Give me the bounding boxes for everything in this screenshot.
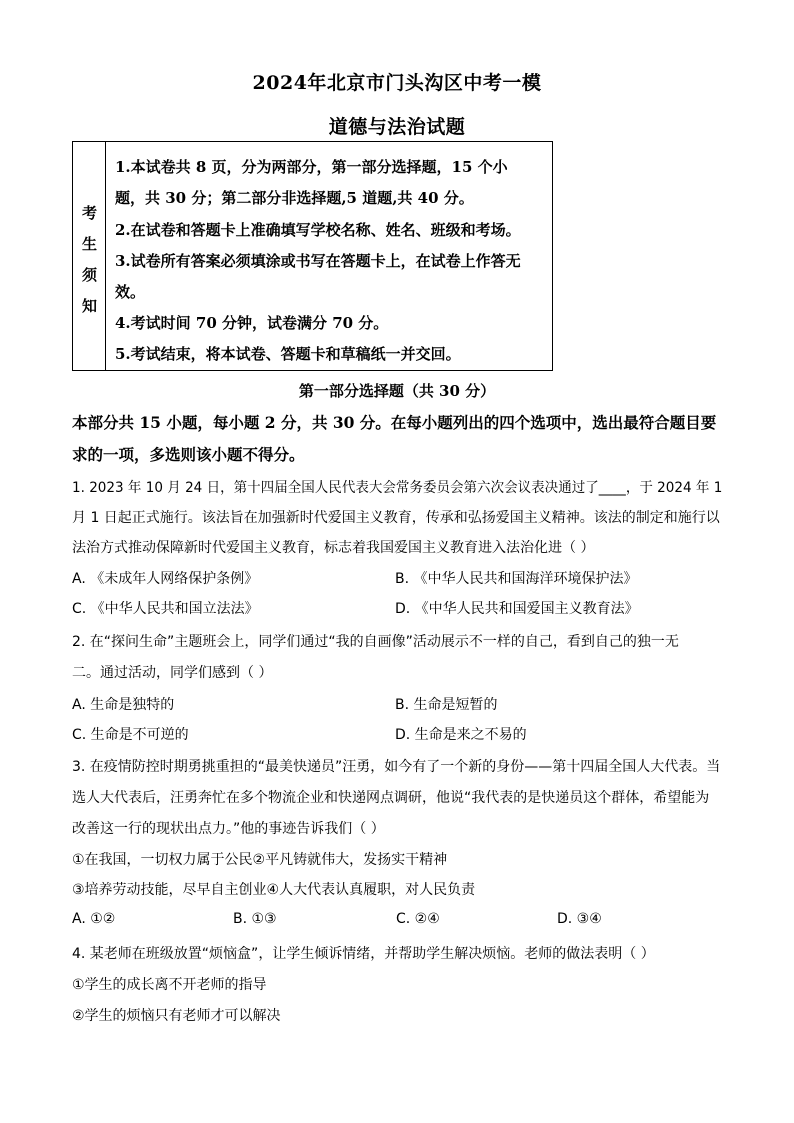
section-instructions: 本部分共 15 小题，每小题 2 分，共 30 分。在每小题列出的四个选项中，选出最符合题目要 bbox=[72, 413, 717, 432]
exam-subtitle: 道德与法治试题 bbox=[328, 116, 466, 138]
q3-option-c: C. ②④ bbox=[396, 911, 440, 927]
question-2-text: 2. 在“探问生命”主题班会上，同学们通过“我的自画像”活动展示不一样的自己，看到自己的独一无 bbox=[72, 634, 679, 650]
q1-option-a: A. 《未成年人网络保护条例》 bbox=[72, 571, 259, 587]
question-3-text: 改善这一行的现状出点力。”他的事迹告诉我们（ ） bbox=[72, 821, 385, 837]
notice-line: 5.考试结束，将本试卷、答题卡和草稿纸一并交回。 bbox=[115, 345, 461, 363]
q3-option-a: A. ①② bbox=[72, 911, 116, 927]
question-3-text: 3. 在疫情防控时期勇挑重担的“最美快递员”汪勇，如今有了一个新的身份——第十四届全国人大代表。当 bbox=[72, 759, 721, 775]
q3-option-d: D. ③④ bbox=[557, 911, 602, 927]
notice-label-char: 须 bbox=[81, 266, 97, 284]
question-1-text: 法治方式推动保障新时代爱国主义教育，标志着我国爱国主义教育进入法治化进（ ） bbox=[72, 540, 595, 556]
notice-line: 2.在试卷和答题卡上准确填写学校名称、姓名、班级和考场。 bbox=[115, 221, 521, 239]
question-3-statement: ③培养劳动技能，尽早自主创业④人大代表认真履职，对人民负责 bbox=[72, 882, 476, 898]
notice-line: 4.考试时间 70 分钟，试卷满分 70 分。 bbox=[115, 314, 389, 332]
exam-title: 2024年北京市门头沟区中考一模 bbox=[252, 72, 542, 94]
q3-option-b: B. ①③ bbox=[233, 911, 277, 927]
q2-option-d: D. 生命是来之不易的 bbox=[395, 727, 527, 743]
notice-line: 题，共 30 分；第二部分非选择题,5 道题,共 40 分。 bbox=[115, 189, 474, 207]
q2-option-a: A. 生命是独特的 bbox=[72, 697, 175, 713]
q1-option-c: C. 《中华人民共和国立法法》 bbox=[72, 601, 259, 617]
question-1-text: 1. 2023 年 10 月 24 日，第十四届全国人民代表大会常务委员会第六次会议表决通过了____，于 2024 年 1 bbox=[72, 480, 723, 496]
question-4-statement: ②学生的烦恼只有老师才可以解决 bbox=[72, 1008, 281, 1024]
question-1-text: 月 1 日起正式施行。该法旨在加强新时代爱国主义教育，传承和弘扬爱国主义精神。该法的制定和施行以 bbox=[72, 510, 720, 526]
question-3-statement: ①在我国，一切权力属于公民②平凡铸就伟大，发扬实干精神 bbox=[72, 852, 448, 868]
question-4-text: 4. 某老师在班级放置“烦恼盒”，让学生倾诉情绪，并帮助学生解决烦恼。老师的做法表明（ ） bbox=[72, 946, 655, 962]
question-3-text: 选人大代表后，汪勇奔忙在多个物流企业和快递网点调研，他说“我代表的是快递员这个群体，希望能为 bbox=[72, 790, 710, 806]
notice-box bbox=[72, 141, 553, 371]
q2-option-b: B. 生命是短暂的 bbox=[395, 697, 498, 713]
notice-label-char: 知 bbox=[81, 297, 97, 315]
q1-option-b: B. 《中华人民共和国海洋环境保护法》 bbox=[395, 571, 638, 587]
question-4-statement: ①学生的成长离不开老师的指导 bbox=[72, 977, 267, 993]
notice-label bbox=[73, 142, 106, 370]
q2-option-c: C. 生命是不可逆的 bbox=[72, 727, 189, 743]
section-instructions: 求的一项，多选则该小题不得分。 bbox=[72, 445, 305, 464]
notice-line: 3.试卷所有答案必须填涂或书写在答题卡上，在试卷上作答无 bbox=[115, 252, 521, 270]
notice-line: 效。 bbox=[115, 283, 146, 301]
notice-label-char: 考 bbox=[81, 204, 97, 222]
notice-label-char: 生 bbox=[81, 235, 97, 253]
section-title: 第一部分选择题（共 30 分） bbox=[298, 382, 496, 400]
q1-option-d: D. 《中华人民共和国爱国主义教育法》 bbox=[395, 601, 639, 617]
question-2-text: 二。通过活动，同学们感到（ ） bbox=[72, 665, 273, 681]
notice-line: 1.本试卷共 8 页，分为两部分，第一部分选择题，15 个小 bbox=[115, 158, 508, 176]
